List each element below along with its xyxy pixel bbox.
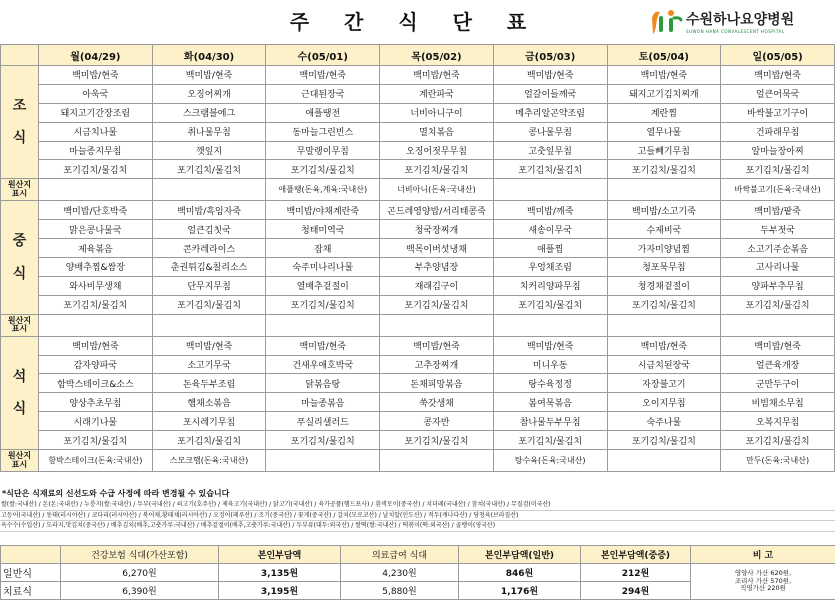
menu-item: 햄채소볶음 xyxy=(152,393,266,412)
breakfast-menu-row xyxy=(1,122,835,141)
menu-item: 두부젓국 xyxy=(721,220,835,239)
origin-cell: 너비아니(돈육:국내산) xyxy=(380,179,494,201)
dinner-menu-row xyxy=(1,412,835,431)
menu-item: 고들빼기무침 xyxy=(607,141,721,160)
menu-item: 아욱국 xyxy=(39,84,153,103)
menu-item: 계란찜 xyxy=(607,103,721,122)
menu-item: 양상추초무침 xyxy=(39,393,153,412)
breakfast-menu-row xyxy=(1,84,835,103)
day-header: 월(04/29) xyxy=(39,45,153,66)
origin-label: 원산지 표시 xyxy=(1,450,39,472)
dinner-menu-row xyxy=(1,336,835,355)
menu-item: 포기김치/물김치 xyxy=(380,431,494,450)
menu-item: 청국장찌개 xyxy=(380,220,494,239)
origin-note-line: 옥수수(수입산) / 도라지,맛김치(중국산) / 배추김치(배추,고춧가루:국내산) / 배추겉절이(배추,고춧가루:국내산) / 두부류(대두:외국산) / 쌀떡(쌀:국내산) / 떡볶이(떡:외국산) / 골뱅이(영국산) xyxy=(0,521,835,532)
breakfast-menu-row xyxy=(1,160,835,179)
menu-item: 닭볶음탕 xyxy=(266,374,380,393)
origin-cell xyxy=(152,314,266,336)
origin-cell xyxy=(607,314,721,336)
menu-item: 동마늘그린빈스 xyxy=(266,122,380,141)
origin-cell xyxy=(607,450,721,472)
menu-item: 춘권튀김&칠리소스 xyxy=(152,258,266,277)
menu-item: 백미밥/현죽 xyxy=(607,66,721,85)
origin-cell: 바싹불고기(돈육:국내산) xyxy=(721,179,835,201)
menu-item: 백미밥/현죽 xyxy=(266,336,380,355)
menu-item: 포기김치/물김치 xyxy=(266,431,380,450)
menu-item: 백미밥/흑임자죽 xyxy=(152,201,266,220)
menu-item: 비빔채소무침 xyxy=(721,393,835,412)
origin-cell xyxy=(607,179,721,201)
cost-row-label: 일반식 xyxy=(1,564,61,582)
cost-header: 본인부담액(일반) xyxy=(459,546,581,564)
dinner-label: 석 식 xyxy=(1,336,39,449)
menu-item: 마늘종지무침 xyxy=(39,141,153,160)
cost-cell: 4,230원 xyxy=(341,564,459,582)
menu-item: 포기김치/물김치 xyxy=(39,431,153,450)
corner-cell xyxy=(1,45,39,66)
menu-item: 백미밥/깨죽 xyxy=(493,201,607,220)
cost-cell: 294원 xyxy=(581,582,691,600)
origin-cell: 만두(돈육:국내산) xyxy=(721,450,835,472)
menu-item: 건파래무침 xyxy=(721,122,835,141)
menu-item: 애플찜 xyxy=(493,239,607,258)
menu-item: 양배추찜&쌈장 xyxy=(39,258,153,277)
lunch-label: 중 식 xyxy=(1,201,39,314)
breakfast-label: 조 식 xyxy=(1,66,39,179)
cost-header: 비 고 xyxy=(691,546,835,564)
menu-item: 백목이버섯냉채 xyxy=(380,239,494,258)
dinner-origin-row xyxy=(1,450,835,472)
menu-item: 가자미양념찜 xyxy=(607,239,721,258)
menu-item: 포기김치/물김치 xyxy=(152,160,266,179)
menu-item: 숙주미나리나물 xyxy=(266,258,380,277)
lunch-menu-row xyxy=(1,201,835,220)
menu-item: 백미밥/현죽 xyxy=(380,66,494,85)
menu-item: 백미밥/현죽 xyxy=(380,336,494,355)
breakfast-menu-row xyxy=(1,103,835,122)
menu-item: 시금치된장국 xyxy=(607,355,721,374)
menu-item: 포기김치/물김치 xyxy=(266,160,380,179)
menu-item: 청포묵무침 xyxy=(607,258,721,277)
origin-cell xyxy=(266,314,380,336)
menu-item: 부추양념장 xyxy=(380,258,494,277)
day-header: 일(05/05) xyxy=(721,45,835,66)
menu-item: 포기김치/물김치 xyxy=(721,431,835,450)
menu-item: 포기김치/물김치 xyxy=(721,160,835,179)
day-header: 목(05/02) xyxy=(380,45,494,66)
menu-item: 우엉채조림 xyxy=(493,258,607,277)
day-header: 화(04/30) xyxy=(152,45,266,66)
menu-item: 탕수육정정 xyxy=(493,374,607,393)
origin-cell xyxy=(380,450,494,472)
origin-cell: 애플땡(돈육,계육:국내산) xyxy=(266,179,380,201)
menu-item: 군만두구이 xyxy=(721,374,835,393)
menu-item: 메추리알곤약조림 xyxy=(493,103,607,122)
menu-item: 쑥갓생채 xyxy=(380,393,494,412)
origin-note-line: 고등어(국내산) / 동태(러시아산) / 코다리(러시아산) / 북어채,황태채(러시아산) / 오징어(페루산) / 조기(중국산) / 꽃게(중국산) / 갈치(모로코산) / 날치알(인도산) / 적두(캐나다산) / 당청육(브라질산) xyxy=(0,511,835,522)
menu-item: 포기김치/물김치 xyxy=(607,160,721,179)
menu-item: 시래기나물 xyxy=(39,412,153,431)
menu-item: 포기김치/물김치 xyxy=(493,160,607,179)
menu-item: 단무지무침 xyxy=(152,276,266,295)
origin-cell xyxy=(152,179,266,201)
menu-item: 숙주나물 xyxy=(607,412,721,431)
lunch-menu-row xyxy=(1,258,835,277)
menu-item: 백미밥/팥죽 xyxy=(721,201,835,220)
menu-item: 포기김치/물김치 xyxy=(39,295,153,314)
day-header-row xyxy=(1,45,835,66)
origin-cell xyxy=(380,314,494,336)
menu-item: 백미밥/현죽 xyxy=(607,336,721,355)
menu-item: 포기김치/물김치 xyxy=(266,295,380,314)
menu-item: 콩나물무침 xyxy=(493,122,607,141)
menu-item: 포기김치/물김치 xyxy=(493,431,607,450)
menu-item: 백미밥/현죽 xyxy=(266,66,380,85)
menu-item: 참나물두부무침 xyxy=(493,412,607,431)
menu-item: 포기김치/물김치 xyxy=(380,160,494,179)
hospital-name: 수원하나요양병원 xyxy=(686,12,795,28)
menu-item: 오이지무침 xyxy=(607,393,721,412)
origin-label: 원산지 표시 xyxy=(1,179,39,201)
menu-item: 포기김치/물김치 xyxy=(607,295,721,314)
menu-item: 포기김치/물김치 xyxy=(493,295,607,314)
menu-item: 고춧잎무침 xyxy=(493,141,607,160)
cost-header-row xyxy=(1,546,835,564)
menu-item: 백미밥/현죽 xyxy=(39,336,153,355)
menu-item: 포기김치/물김치 xyxy=(152,295,266,314)
menu-item: 얼갈이들깨국 xyxy=(493,84,607,103)
menu-item: 백미밥/현죽 xyxy=(721,66,835,85)
menu-item: 열배추겉절이 xyxy=(266,276,380,295)
menu-item: 오징어찌개 xyxy=(152,84,266,103)
menu-item: 백미밥/현죽 xyxy=(721,336,835,355)
cost-cell: 6,270원 xyxy=(61,564,219,582)
hospital-logo xyxy=(648,4,833,40)
origin-note-line: 쌀(쌀:국내산) / 돈(돈:국내산) / 누룽지(쌀:국내산) / 두부(국내산) / 쇠고기(호주산) / 제육고기(국내산) / 닭고기(국내산) / 육가공품(햄드포사) / 흰색모이(중국산) / 치더레(국내산) / 참치(국내산) / 무질검(미국산) xyxy=(0,500,835,511)
menu-item: 근대된장국 xyxy=(266,84,380,103)
menu-item: 제육볶음 xyxy=(39,239,153,258)
menu-item: 백미밥/현죽 xyxy=(493,336,607,355)
menu-item: 백미밥/단호박죽 xyxy=(39,201,153,220)
cost-cell: 846원 xyxy=(459,564,581,582)
menu-item: 푸실리샐러드 xyxy=(266,412,380,431)
cost-row xyxy=(1,564,835,582)
lunch-origin-row xyxy=(1,314,835,336)
menu-item: 건새우애호박국 xyxy=(266,355,380,374)
day-header: 토(05/04) xyxy=(607,45,721,66)
cost-remarks: 영양사 가산 620원, 조리사 가산 570원, 직영가산 220원 xyxy=(691,564,835,600)
menu-item: 소고기무국 xyxy=(152,355,266,374)
menu-item: 돼지고기간장조림 xyxy=(39,103,153,122)
menu-item: 백미밥/현죽 xyxy=(152,66,266,85)
menu-item: 알마늘장아찌 xyxy=(721,141,835,160)
menu-item: 맑은콩나물국 xyxy=(39,220,153,239)
menu-item: 백미밥/현죽 xyxy=(39,66,153,85)
dinner-menu-row xyxy=(1,431,835,450)
menu-item: 너비아니구이 xyxy=(380,103,494,122)
menu-item: 고사리나물 xyxy=(721,258,835,277)
cost-cell: 5,880원 xyxy=(341,582,459,600)
menu-item: 양파부추무침 xyxy=(721,276,835,295)
breakfast-menu-row xyxy=(1,66,835,85)
menu-item: 고추장찌개 xyxy=(380,355,494,374)
menu-item: 소고기주순볶음 xyxy=(721,239,835,258)
dinner-menu-row xyxy=(1,374,835,393)
origin-label: 원산지 표시 xyxy=(1,314,39,336)
menu-item: 스크램블에그 xyxy=(152,103,266,122)
lunch-menu-row xyxy=(1,276,835,295)
cost-header: 본인부담액(중증) xyxy=(581,546,691,564)
lunch-menu-row xyxy=(1,220,835,239)
menu-item: 포시레기무침 xyxy=(152,412,266,431)
menu-item: 취나물무침 xyxy=(152,122,266,141)
menu-item: 콘카레라이스 xyxy=(152,239,266,258)
menu-item: 새송이무국 xyxy=(493,220,607,239)
menu-item: 잡채 xyxy=(266,239,380,258)
cost-cell: 1,176원 xyxy=(459,582,581,600)
origin-cell: 탕수육(돈육:국내산) xyxy=(493,450,607,472)
hospital-name-en: SUWON HANA CONVALESCENT HOSPITAL xyxy=(686,29,785,34)
menu-item: 포기김치/물김치 xyxy=(152,431,266,450)
breakfast-origin-row xyxy=(1,179,835,201)
menu-item: 얼큰육개장 xyxy=(721,355,835,374)
cost-cell: 3,135원 xyxy=(219,564,341,582)
menu-item: 백미밥/현죽 xyxy=(493,66,607,85)
dinner-menu-row xyxy=(1,393,835,412)
menu-item: 얼큰어묵국 xyxy=(721,84,835,103)
title-bar xyxy=(0,0,835,44)
menu-item: 청경채겉절이 xyxy=(607,276,721,295)
weekly-menu-table xyxy=(0,44,835,472)
origin-cell xyxy=(493,179,607,201)
menu-item: 무말랭이무침 xyxy=(266,141,380,160)
menu-item: 애플땡전 xyxy=(266,103,380,122)
menu-item: 와사비무생채 xyxy=(39,276,153,295)
origin-cell xyxy=(39,314,153,336)
menu-item: 포기김치/물김치 xyxy=(607,431,721,450)
breakfast-menu-row xyxy=(1,141,835,160)
menu-item: 감자양파국 xyxy=(39,355,153,374)
menu-item: 계란파국 xyxy=(380,84,494,103)
menu-item: 포기김치/물김치 xyxy=(380,295,494,314)
origin-cell xyxy=(721,314,835,336)
menu-item: 얼큰김칫국 xyxy=(152,220,266,239)
menu-item: 재래김구이 xyxy=(380,276,494,295)
cost-cell: 212원 xyxy=(581,564,691,582)
menu-item: 수제비국 xyxy=(607,220,721,239)
menu-item: 미니우동 xyxy=(493,355,607,374)
menu-item: 바싹불고기구이 xyxy=(721,103,835,122)
origin-cell: 함박스테이크(돈육:국내산) xyxy=(39,450,153,472)
menu-change-note: *식단은 식재료의 신선도와 수급 사정에 따라 변경될 수 있습니다 xyxy=(2,489,230,498)
menu-item: 치커리양파무침 xyxy=(493,276,607,295)
menu-item: 자장불고기 xyxy=(607,374,721,393)
day-header: 수(05/01) xyxy=(266,45,380,66)
menu-item: 포기김치/물김치 xyxy=(39,160,153,179)
lunch-menu-row xyxy=(1,295,835,314)
origin-cell: 스모크햄(돈육:국내산) xyxy=(152,450,266,472)
menu-item: 마늘종볶음 xyxy=(266,393,380,412)
menu-item: 청태미역국 xyxy=(266,220,380,239)
cost-corner xyxy=(1,546,61,564)
origin-cell xyxy=(493,314,607,336)
cost-header: 의료급여 식대 xyxy=(341,546,459,564)
menu-item: 돈육두부조림 xyxy=(152,374,266,393)
menu-item: 함박스테이크&소스 xyxy=(39,374,153,393)
origin-cell xyxy=(266,450,380,472)
menu-item: 깻잎지 xyxy=(152,141,266,160)
menu-item: 백미밥/소고기죽 xyxy=(607,201,721,220)
menu-item: 시금치나물 xyxy=(39,122,153,141)
meal-cost-table xyxy=(0,545,835,600)
menu-item: 열무나물 xyxy=(607,122,721,141)
cost-cell: 3,195원 xyxy=(219,582,341,600)
menu-item: 멸치볶음 xyxy=(380,122,494,141)
menu-item: 오복지무침 xyxy=(721,412,835,431)
hospital-logo-icon xyxy=(648,4,684,40)
menu-item: 오징어젓무무침 xyxy=(380,141,494,160)
origin-cell xyxy=(39,179,153,201)
day-header: 금(05/03) xyxy=(493,45,607,66)
page-title: 주 간 식 단 표 xyxy=(289,10,541,34)
menu-item: 돈채피망볶음 xyxy=(380,374,494,393)
menu-item: 포기김치/물김치 xyxy=(721,295,835,314)
dinner-menu-row xyxy=(1,355,835,374)
cost-row-label: 치료식 xyxy=(1,582,61,600)
menu-item: 돼지고기김치찌개 xyxy=(607,84,721,103)
menu-item: 콩자반 xyxy=(380,412,494,431)
cost-header: 본인부담액 xyxy=(219,546,341,564)
menu-item: 백미밥/야채계란죽 xyxy=(266,201,380,220)
menu-item: 곤드레영양밥/서리태콩죽 xyxy=(380,201,494,220)
menu-item: 봄여묵볶음 xyxy=(493,393,607,412)
cost-header: 건강보험 식대(가산포함) xyxy=(61,546,219,564)
cost-cell: 6,390원 xyxy=(61,582,219,600)
notes-section xyxy=(0,487,835,532)
menu-item: 백미밥/현죽 xyxy=(152,336,266,355)
lunch-menu-row xyxy=(1,239,835,258)
